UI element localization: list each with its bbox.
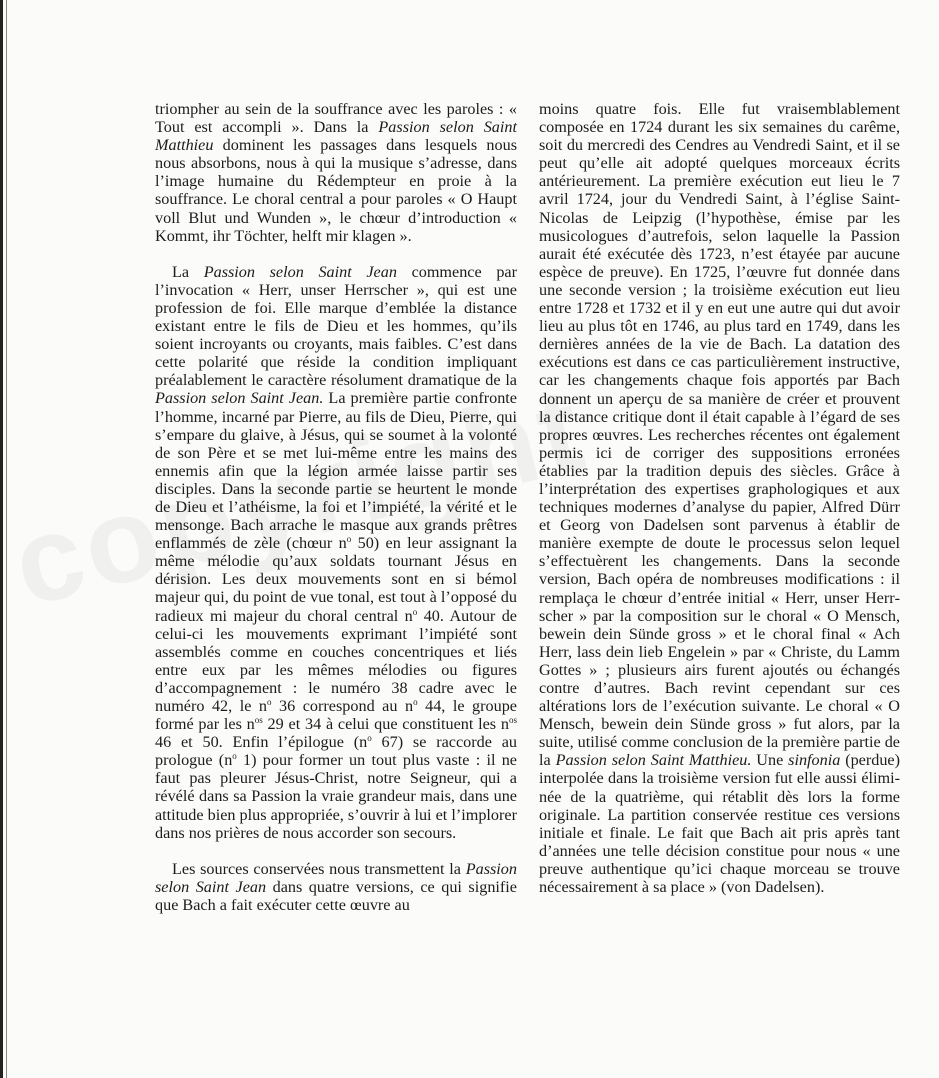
left-column [155, 100, 517, 914]
paragraph: Les sources conservées nous transmettent la Passion selon Saint Jean dans quatre versions, ce qui signifie que Bach a fait exécuter cette œuvre au [155, 859, 517, 914]
page-edge-line [6, 0, 7, 1078]
right-column [539, 100, 900, 896]
paragraph: moins quatre fois. Elle fut vraisemblablement composée en 1724 durant les six semaines du carême, soit du mercredi des Cendres au Vendredi Saint, et il se peut qu’elle ait adopté quelques morceaux écrits antérieurement. La première exécution eut lieu le 7 avril 1724, jour du Vendredi Saint, à l’église Saint-Nicolas de Leipzig (l’hypothèse, émise par les musicologues d’autrefois, selon laquelle la Passion aurait été exécutée dès 1723, n’est étayée par aucune espèce de preuve). En 1725, l’œuvre fut donnée dans une seconde version ; la troisième exécution eut lieu entre 1728 et 1732 et il y en eut une autre qui dut avoir lieu au plus tôt en 1746, au plus tard en 1749, dans les dernières années de la vie de Bach. La datation des exécutions est dans ce cas particulièrement instructive, car les changements chaque fois apportés par Bach donnent un aperçu de sa manière de créer et prouvent la distance critique dont il était capable à l’égard de ses propres œuvres. Les recherches récentes ont également permis ici de corriger des suppositions erronées établies par la tradition depuis des siècles. Grâce à l’interprétation des expertises graphologiques et aux techniques modernes d’analyse du papier, Alfred Dürr et Georg von Dadelsen sont parvenus à établir de manière exempte de doute le processus selon lequel s’effectuèrent les changements. Dans la seconde version, Bach opéra de nombreuses modifications : il remplaça le chœur d’entrée initial « Herr, unser Herrscher » par la composition sur le choral « O Mensch, bewein dein Sünde gross » et le choral final « Ach Herr, lass dein lieb Engelein » par « Christe, du Lamm Gottes » ; plusieurs airs furent ajoutés ou échangés contre d’autres. Bach revint cependant sur ces altérations lors de l’exécution suivante. Le choral « O Mensch, bewein dein Sünde gross » fut alors, par la suite, utilisé comme conclusion de la première partie de la Passion selon Saint Matthieu. Une sinfonia (perdue) interpolée dans la troisième version fut elle aussi éliminée de la quatrième, qui rétablit dès lors la forme originale. La partition conservée restitue ces versions initiale et finale. Le fait que Bach ait pris après tant d’années une telle décision constitue pour nous « une preuve authentique qu’ici chaque morceau se trouve nécessairement à sa place » (von Dadelsen). [539, 100, 901, 897]
paragraph: triompher au sein de la souffrance avec les paroles : « Tout est accompli ». Dans la Passion selon Saint Matthieu dominent les passages dans lesquels nous nous absorbons, nous à qui la musique s’adresse, dans l’image humaine du Rédempteur en proie à la souffrance. Le choral central a pour paroles « O Haupt voll Blut und Wunden », le chœur d’introduction « Kommt, ihr Töchter, helft mir klagen ». [155, 100, 517, 245]
page-edge [0, 0, 3, 1078]
paragraph: La Passion selon Saint Jean commence par l’invocation « Herr, unser Herrscher », qui est une profession de foi. Elle marque d’emblée la distance existant entre le fils de Dieu et les hommes, qu’ils soient incroyants ou croyants, mais faibles. C’est dans cette polarité que réside la condition impliquant préalablement le caractère résolument dramatique de la Passion selon Saint Jean. La première partie confronte l’homme, incarné par Pierre, au fils de Dieu, Pierre, qui s’empare du glaive, à Jésus, qui se soumet à la volonté de son Père et se met lui-même entre les mains des ennemis afin que la légion armée laisse partir ses disciples. Dans la seconde partie se heurtent le monde de Dieu et l’athéisme, la foi et l’impiété, la vérité et le mensonge. Bach arrache le masque aux grands prêtres enflammés de zèle (chœur $n^o$ 50) en leur assignant la même mélodie qu’aux soldats tournant Jésus en dérision. Les deux mouvements sont en si bémol majeur qui, du point de vue tonal, est tout à l’opposé du radieux mi majeur du choral central $n^o$ 40. Autour de celui-ci les mouvements exprimant l’impiété sont assemblés comme en couches concentriques et liés entre eux par les mêmes mélodies ou figures d’accompagnement : le numéro 38 cadre avec le numéro 42, le $n^o$ 36 correspond au $n^o$ 44, le groupe formé par les $n^{os}$ 29 et 34 à celui que constituent les $n^{os}$ 46 et 50. Enfin l’épilogue ($n^o$ 67) se raccorde au prologue ($n^o$ 1) pour former un tout plus vaste : il ne faut pas pleurer Jésus-Christ, notre Seigneur, qui a révélé dans sa Passion la vraie grandeur mais, dans une attitude bien plus appropriée, s’ouvrir à lui et l’implorer dans nos prières de nous accorder son secours. [155, 262, 517, 842]
